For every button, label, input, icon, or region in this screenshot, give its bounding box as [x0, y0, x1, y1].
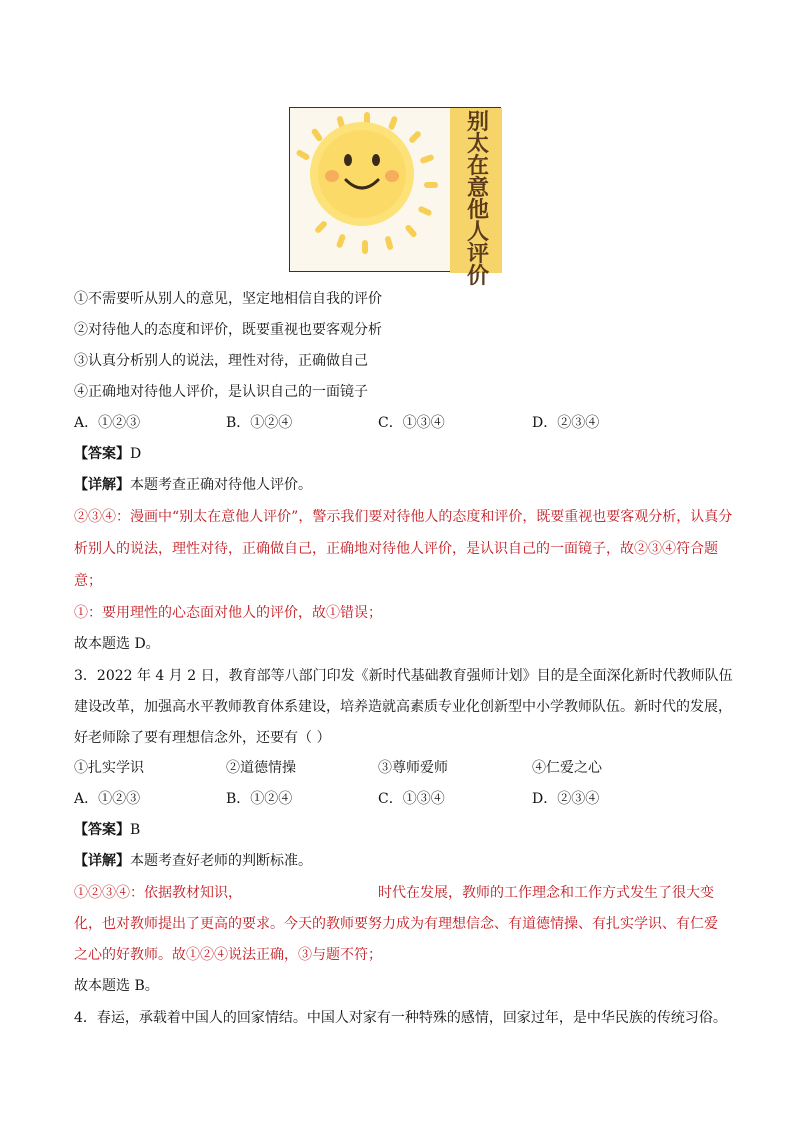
q3-item-1: ①扎实学识	[74, 760, 144, 776]
q3-item-3: ③尊师爱师	[378, 760, 448, 776]
q3-stem-line-1: 3．2022 年 4 月 2 日，教育部等八部门印发《新时代基础教育强师计划》目的是全面深化新时代教师队伍	[74, 668, 733, 684]
q3-analysis-line-2: 化，也对教师提出了更高的要求。今天的教师要努力成为有理想信念、有道德情操、有扎实学识、有仁爱	[74, 916, 718, 932]
q3-item-2: ②道德情操	[226, 760, 296, 776]
q3-option-d: D．②③④	[532, 791, 600, 807]
q4-stem-line-1: 4．春运，承载着中国人的回家情结。中国人对家有一种特殊的感情，回家过年，是中华民族的传统习俗。	[74, 1010, 727, 1026]
q3-item-4: ④仁爱之心	[532, 760, 602, 776]
q3-detail: 【详解】本题考查好老师的判断标准。	[74, 853, 312, 869]
q2-answer: 【答案】D	[74, 446, 142, 462]
q3-analysis-line-1a: ①②③④：依据教材知识，	[74, 885, 242, 901]
comic-illustration	[289, 107, 501, 289]
q2-option-b: B．①②④	[226, 415, 293, 431]
q2-analysis-line-1: ②③④：漫画中“别太在意他人评价”，警示我们要对待他人的态度和评价，既要重视也要客观分析，认真分	[74, 509, 733, 525]
q2-conclusion: 故本题选 D。	[74, 636, 160, 652]
q2-detail: 【详解】本题考查正确对待他人评价。	[74, 477, 312, 493]
comic-title: 别 太 在 意 他 人 评 价	[466, 110, 489, 289]
q2-analysis-line-4: ①：要用理性的心态面对他人的评价，故①错误；	[74, 605, 382, 621]
q2-item-3: ③认真分析别人的说法，理性对待，正确做自己	[74, 353, 368, 369]
q3-answer: 【答案】B	[74, 822, 141, 838]
q3-option-a: A．①②③	[74, 791, 141, 807]
q3-stem-line-3: 好老师除了要有理想信念外，还要有（ ）	[74, 730, 331, 746]
q3-option-c: C．①③④	[378, 791, 445, 807]
q2-item-2: ②对待他人的态度和评价，既要重视也要客观分析	[74, 322, 382, 338]
q2-option-a: A．①②③	[74, 415, 141, 431]
q3-conclusion: 故本题选 B。	[74, 978, 159, 994]
q2-option-c: C．①③④	[378, 415, 445, 431]
q2-option-d: D．②③④	[532, 415, 600, 431]
q2-item-1: ①不需要听从别人的意见，坚定地相信自我的评价	[74, 291, 382, 307]
q2-analysis-line-3: 意；	[74, 573, 102, 589]
q3-analysis-line-3: 之心的好教师。故①②④说法正确，③与题不符；	[74, 947, 382, 963]
q2-analysis-line-2: 析别人的说法，理性对待，正确做自己，正确地对待他人评价，是认识自己的一面镜子，故②③④符合题	[74, 541, 718, 557]
q2-item-4: ④正确地对待他人评价，是认识自己的一面镜子	[74, 384, 368, 400]
q3-analysis-line-1b: 时代在发展，教师的工作理念和工作方式发生了很大变	[378, 885, 714, 901]
q3-option-b: B．①②④	[226, 791, 293, 807]
q3-stem-line-2: 建设改革，加强高水平教师教育体系建设，培养造就高素质专业化创新型中小学教师队伍。新时代的发展，	[74, 699, 732, 715]
